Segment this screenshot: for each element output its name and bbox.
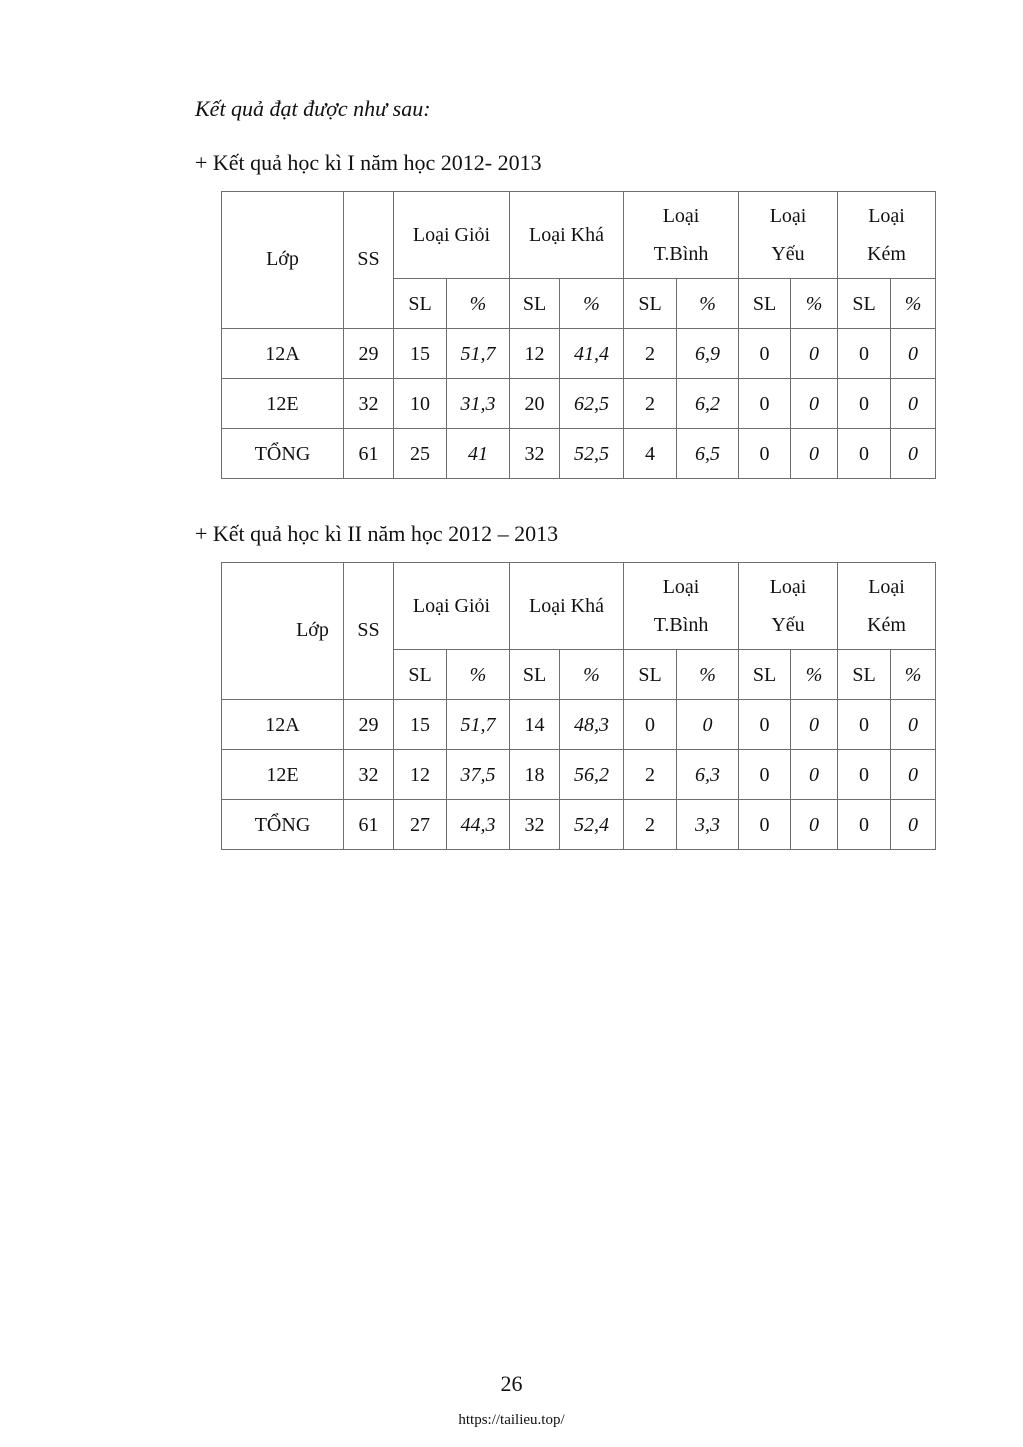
sub-pct: % (791, 279, 838, 329)
cell-kha-pct: 52,4 (560, 800, 624, 850)
cell-kha-sl: 12 (510, 329, 560, 379)
cell-tb-pct: 6,5 (677, 429, 739, 479)
cell-kha-pct: 41,4 (560, 329, 624, 379)
cell-gioi-pct: 41 (447, 429, 510, 479)
table-row (222, 329, 936, 379)
cell-lop: 12E (222, 379, 344, 429)
results-table-semester-1 (221, 191, 936, 479)
table-row (222, 800, 936, 850)
cell-tb-pct: 6,3 (677, 750, 739, 800)
cell-tb-pct: 6,9 (677, 329, 739, 379)
cell-kha-sl: 32 (510, 800, 560, 850)
cell-tb-pct: 3,3 (677, 800, 739, 850)
intro-text: Kết quả đạt được như sau: (195, 96, 431, 121)
cell-gioi-pct: 44,3 (447, 800, 510, 850)
sub-sl: SL (838, 279, 891, 329)
sub-pct: % (677, 279, 739, 329)
cell-kha-pct: 62,5 (560, 379, 624, 429)
cell-tb-sl: 2 (624, 750, 677, 800)
cell-yeu-sl: 0 (739, 429, 791, 479)
cell-lop: TỔNG (222, 800, 344, 850)
table-2-title: + Kết quả học kì II năm học 2012 – 2013 (195, 521, 559, 546)
table-1-title: + Kết quả học kì I năm học 2012- 2013 (195, 150, 542, 175)
header-row (222, 563, 936, 650)
cell-tb-pct: 6,2 (677, 379, 739, 429)
sub-sl: SL (510, 279, 560, 329)
header-tbinh (624, 192, 739, 279)
header-yeu-line2: Yếu (771, 243, 805, 265)
cell-kem-pct: 0 (891, 429, 936, 479)
sub-pct: % (677, 650, 739, 700)
footer-url[interactable]: https://tailieu.top/ (458, 1412, 565, 1428)
cell-kem-pct: 0 (891, 750, 936, 800)
page-number: 26 (500, 1371, 523, 1396)
cell-lop: 12A (222, 700, 344, 750)
cell-kem-sl: 0 (838, 379, 891, 429)
header-lop: Lớp (222, 563, 344, 700)
header-lop: Lớp (222, 192, 344, 329)
sub-sl: SL (394, 650, 447, 700)
header-tbinh (624, 563, 739, 650)
header-tbinh-line1: Loại (662, 576, 700, 598)
header-kem (838, 563, 936, 650)
cell-tb-sl: 2 (624, 379, 677, 429)
cell-gioi-sl: 25 (394, 429, 447, 479)
cell-yeu-pct: 0 (791, 379, 838, 429)
table-row (222, 429, 936, 479)
header-yeu-line1: Loại (769, 576, 807, 598)
cell-kem-pct: 0 (891, 700, 936, 750)
header-yeu-line2: Yếu (771, 614, 805, 636)
table-row (222, 750, 936, 800)
header-kha: Loại Khá (510, 563, 624, 650)
sub-sl: SL (838, 650, 891, 700)
cell-tb-sl: 4 (624, 429, 677, 479)
cell-gioi-sl: 12 (394, 750, 447, 800)
header-row (222, 192, 936, 279)
header-tbinh-line2: T.Bình (653, 243, 709, 265)
header-kha: Loại Khá (510, 192, 624, 279)
cell-kem-sl: 0 (838, 429, 891, 479)
cell-yeu-pct: 0 (791, 700, 838, 750)
header-kem (838, 192, 936, 279)
cell-yeu-sl: 0 (739, 750, 791, 800)
header-kem-line1: Loại (868, 205, 905, 227)
cell-tb-sl: 2 (624, 800, 677, 850)
cell-yeu-pct: 0 (791, 750, 838, 800)
cell-ss: 29 (344, 329, 394, 379)
cell-gioi-pct: 51,7 (447, 700, 510, 750)
cell-kem-sl: 0 (838, 329, 891, 379)
cell-gioi-pct: 51,7 (447, 329, 510, 379)
cell-ss: 61 (344, 429, 394, 479)
header-ss: SS (344, 192, 394, 329)
sub-pct: % (447, 650, 510, 700)
cell-tb-pct: 0 (677, 700, 739, 750)
cell-kem-pct: 0 (891, 379, 936, 429)
table-row (222, 700, 936, 750)
cell-yeu-sl: 0 (739, 700, 791, 750)
sub-pct: % (560, 650, 624, 700)
cell-yeu-sl: 0 (739, 800, 791, 850)
sub-pct: % (891, 650, 936, 700)
cell-lop: 12E (222, 750, 344, 800)
header-gioi: Loại Giỏi (394, 563, 510, 650)
cell-tb-sl: 2 (624, 329, 677, 379)
cell-gioi-pct: 37,5 (447, 750, 510, 800)
cell-kem-sl: 0 (838, 700, 891, 750)
cell-kem-sl: 0 (838, 750, 891, 800)
cell-lop: 12A (222, 329, 344, 379)
header-tbinh-line1: Loại (662, 205, 700, 227)
table-row (222, 379, 936, 429)
header-yeu (739, 192, 838, 279)
cell-ss: 32 (344, 379, 394, 429)
sub-sl: SL (624, 650, 677, 700)
cell-yeu-pct: 0 (791, 800, 838, 850)
cell-ss: 61 (344, 800, 394, 850)
results-table-semester-2 (221, 562, 936, 850)
cell-lop: TỔNG (222, 429, 344, 479)
cell-gioi-pct: 31,3 (447, 379, 510, 429)
cell-kem-sl: 0 (838, 800, 891, 850)
sub-sl: SL (624, 279, 677, 329)
cell-ss: 29 (344, 700, 394, 750)
sub-pct: % (447, 279, 510, 329)
sub-pct: % (560, 279, 624, 329)
header-yeu-line1: Loại (769, 205, 807, 227)
cell-kha-pct: 48,3 (560, 700, 624, 750)
sub-sl: SL (739, 279, 791, 329)
cell-kha-sl: 14 (510, 700, 560, 750)
cell-ss: 32 (344, 750, 394, 800)
sub-sl: SL (739, 650, 791, 700)
cell-yeu-pct: 0 (791, 429, 838, 479)
cell-kha-pct: 52,5 (560, 429, 624, 479)
header-kem-line1: Loại (868, 576, 905, 598)
cell-tb-sl: 0 (624, 700, 677, 750)
sub-sl: SL (510, 650, 560, 700)
header-ss: SS (344, 563, 394, 700)
cell-kem-pct: 0 (891, 329, 936, 379)
cell-gioi-sl: 15 (394, 700, 447, 750)
sub-sl: SL (394, 279, 447, 329)
cell-kha-sl: 18 (510, 750, 560, 800)
cell-gioi-sl: 15 (394, 329, 447, 379)
cell-kha-sl: 20 (510, 379, 560, 429)
header-kem-line2: Kém (867, 243, 906, 265)
header-yeu (739, 563, 838, 650)
header-kem-line2: Kém (867, 614, 906, 636)
header-tbinh-line2: T.Bình (653, 614, 709, 636)
sub-pct: % (891, 279, 936, 329)
cell-yeu-pct: 0 (791, 329, 838, 379)
cell-kem-pct: 0 (891, 800, 936, 850)
cell-kha-sl: 32 (510, 429, 560, 479)
cell-kha-pct: 56,2 (560, 750, 624, 800)
cell-gioi-sl: 10 (394, 379, 447, 429)
cell-yeu-sl: 0 (739, 379, 791, 429)
header-gioi: Loại Giỏi (394, 192, 510, 279)
sub-pct: % (791, 650, 838, 700)
cell-gioi-sl: 27 (394, 800, 447, 850)
cell-yeu-sl: 0 (739, 329, 791, 379)
